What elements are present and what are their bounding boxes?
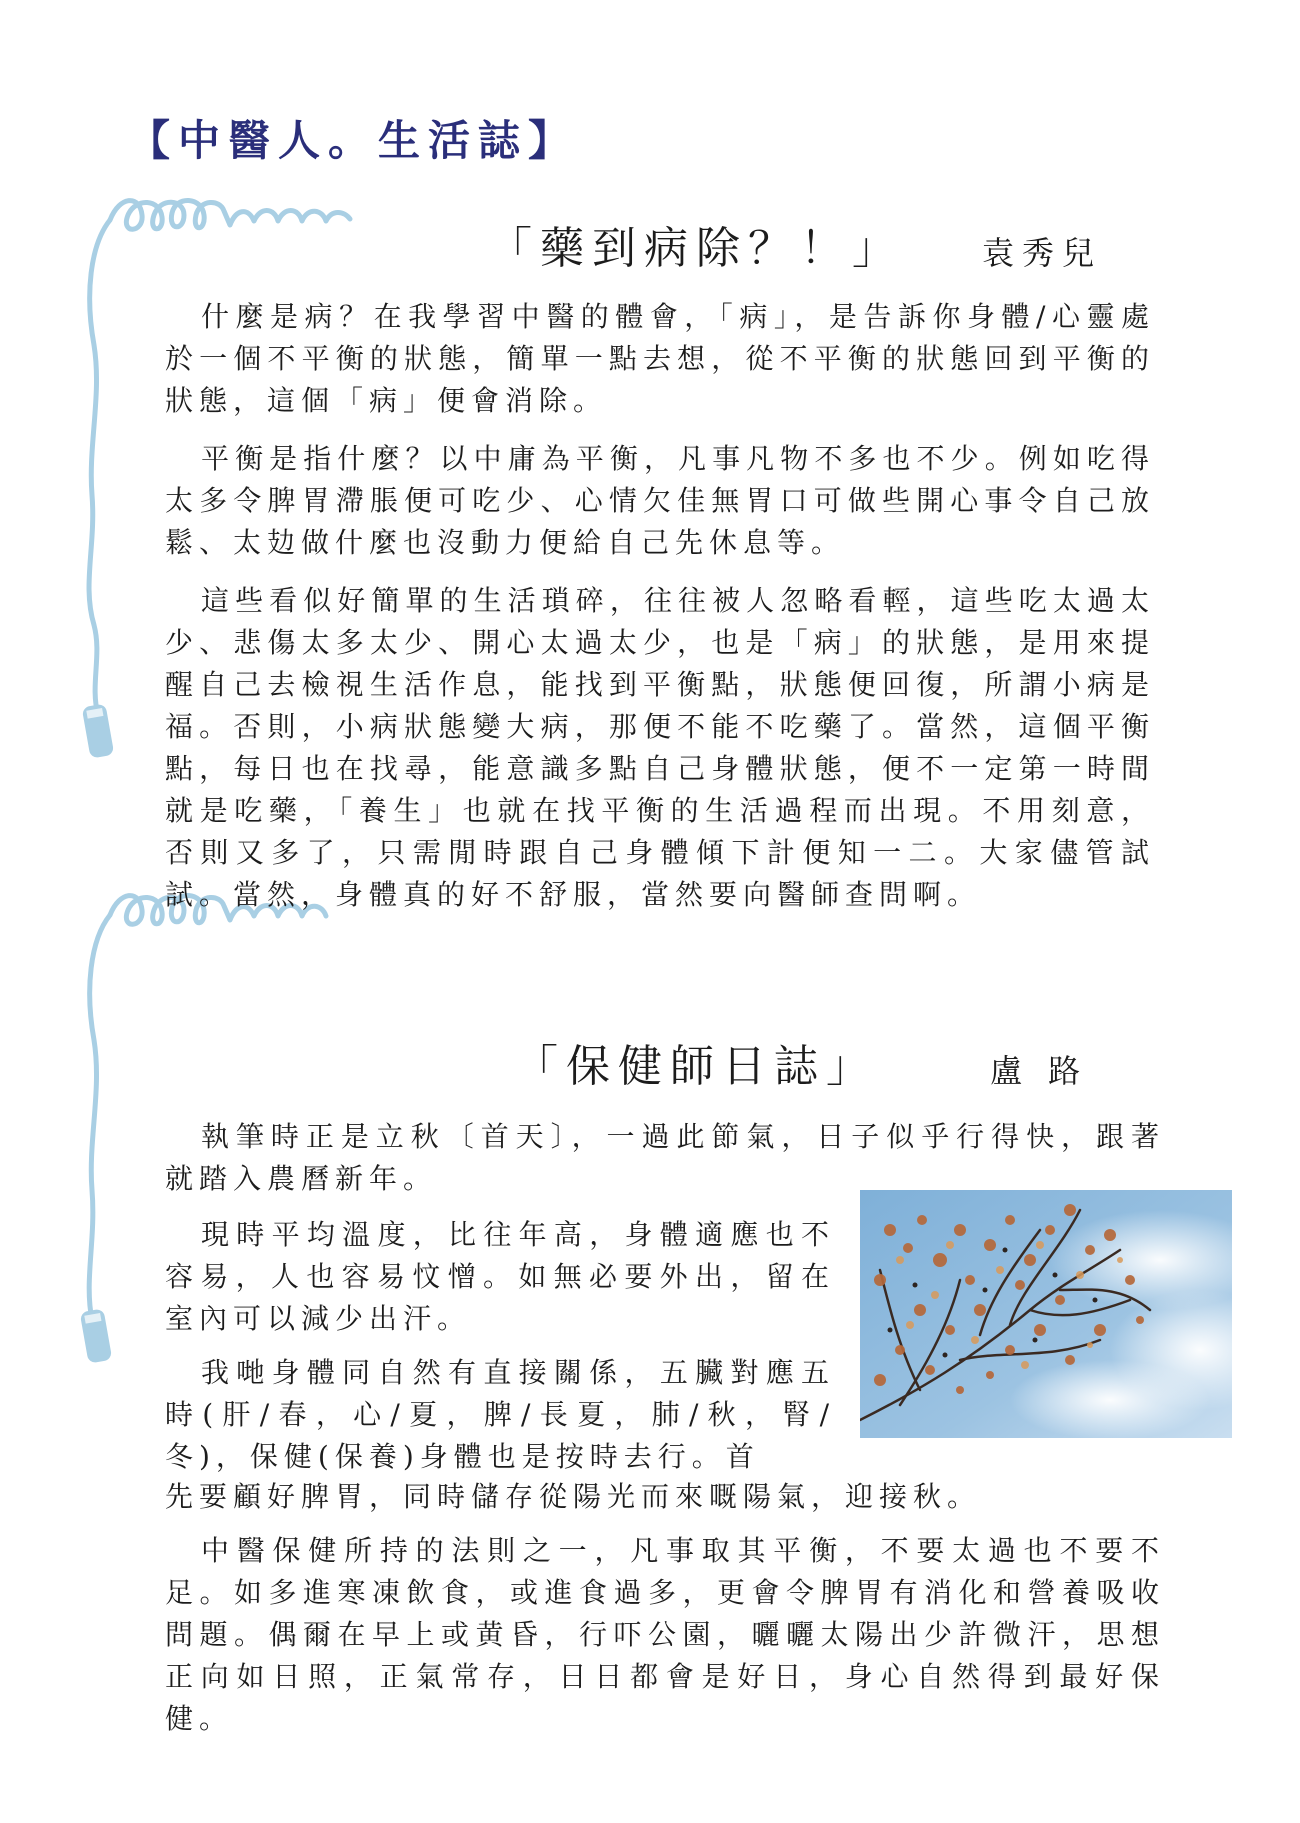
article-title: 「保健師日誌」 (514, 1041, 878, 1092)
article-paragraph: 中醫保健所持的法則之一，凡事取其平衡，不要太過也不要不足。如多進寒凍飲食，或進食過多，更會令脾胃有消化和營養吸收問題。偶爾在早上或黄昏，行吓公園，曬曬太陽出少許微汗，思想正向如日照，正氣常存，日日都會是好日，身心自然得到最好保健。 (165, 1534, 1165, 1735)
article-paragraph: 平衡是指什麼？以中庸為平衡，凡事凡物不多也不少。例如吃得太多令脾胃滯脹便可吃少、心情欠佳無胃口可做些開心事令自己放鬆、太攰做什麼也沒動力便給自己先休息等。 (165, 442, 1155, 559)
article-paragraph: 什麼是病？在我學習中醫的體會，「病」，是告訴你身體/心靈處於一個不平衡的狀態，簡單一點去想，從不平衡的狀態回到平衡的狀態，這個「病」便會消除。 (165, 300, 1155, 417)
article-title: 「藥到病除？！」 (488, 223, 904, 274)
article-paragraph: 先要顧好脾胃，同時儲存從陽光而來嘅陽氣，迎接秋。 (165, 1480, 982, 1513)
autumn-tree-photo (860, 1190, 1232, 1438)
article-paragraph: 這些看似好簡單的生活瑣碎，往往被人忽略看輕，這些吃太過太少、悲傷太多太少、開心太過太少，也是「病」的狀態，是用來提醒自己去檢視生活作息，能找到平衡點，狀態便回復，所謂小病是福。否則，小病狀態變大病，那便不能不吃藥了。當然，這個平衡點，每日也在找尋，能意識多點自己身體狀態，便不一定第一時間就是吃藥，「養生」也就在找平衡的生活過程而出現。不用刻意，否則又多了，只需閒時跟自己身體傾下計便知一二。大家儘管試試。當然，身體真的好不舒服，當然要向醫師查問啊。 (165, 584, 1155, 911)
author-name: 袁秀兒 (982, 234, 1103, 272)
article-paragraph: 現時平均溫度，比往年高，身體適應也不容易，人也容易忟憎。如無必要外出，留在室內可以減少出汗。 (165, 1218, 835, 1335)
article-paragraph: 我哋身體同自然有直接關係，五臟對應五時(肝/春，心/夏，脾/長夏，肺/秋，腎/冬)，保健(保養)身體也是按時去行。首 (165, 1356, 835, 1473)
column-header: 【中醫人。生活誌】 (128, 116, 579, 165)
article-paragraph: 執筆時正是立秋〔首天〕，一過此節氣，日子似乎行得快，跟著就踏入農曆新年。 (165, 1120, 1165, 1195)
author-name: 盧 路 (990, 1052, 1089, 1090)
